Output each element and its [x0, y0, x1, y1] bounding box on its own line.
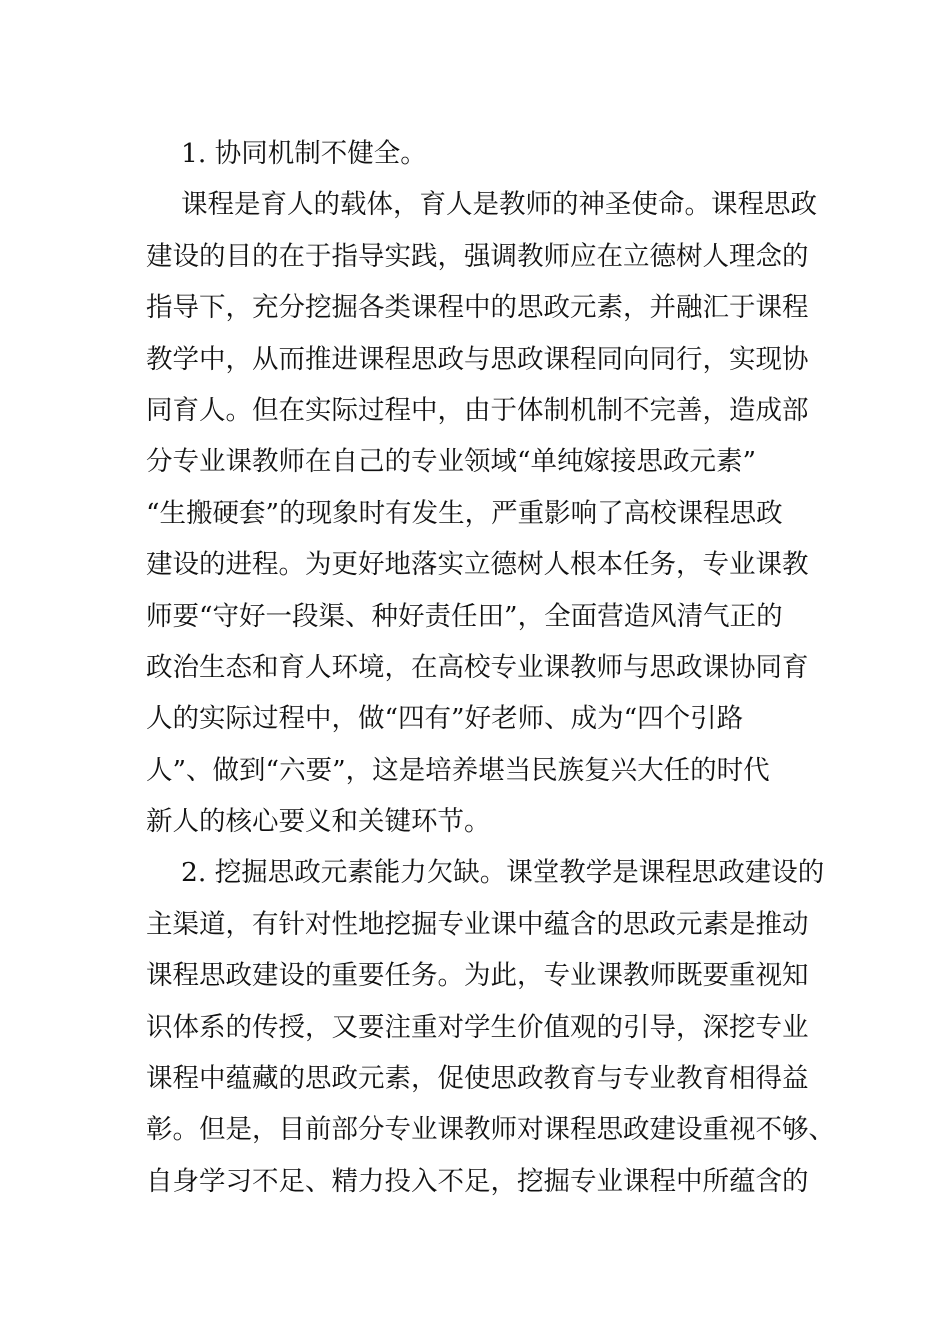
paragraph-line: “生搬硬套”的现象时有发生，严重影响了高校课程思政: [146, 497, 783, 529]
paragraph-line: 政治生态和育人环境，在高校专业课教师与思政课协同育: [146, 651, 809, 683]
paragraph-line: 教学中，从而推进课程思政与思政课程同向同行，实现协: [146, 343, 809, 375]
paragraph-line: 建设的进程。为更好地落实立德树人根本任务，专业课教: [146, 549, 809, 581]
heading-2: 2. 挖掘思政元素能力欠缺。课堂教学是课程思政建设的: [181, 857, 825, 889]
body-text: [146, 128, 835, 1207]
paragraph-line: 课程思政建设的重要任务。为此，专业课教师既要重视知: [146, 960, 809, 992]
paragraph-line: 人的实际过程中，做“四有”好老师、成为“四个引路: [146, 703, 744, 735]
paragraph-line: 自身学习不足、精力投入不足，挖掘专业课程中所蕴含的: [146, 1165, 809, 1197]
paragraph-line: 分专业课教师在自己的专业领域“单纯嫁接思政元素”: [146, 446, 757, 478]
paragraph-line: 同育人。但在实际过程中，由于体制机制不完善，造成部: [146, 394, 809, 426]
paragraph-line: 建设的目的在于指导实践，强调教师应在立德树人理念的: [146, 240, 809, 272]
paragraph-line: 人”、做到“六要”，这是培养堪当民族复兴大任的时代: [146, 754, 770, 786]
paragraph-line: 新人的核心要义和关键环节。: [146, 806, 491, 838]
paragraph-line: 主渠道，有针对性地挖掘专业课中蕴含的思政元素是推动: [146, 908, 809, 940]
paragraph-line: 识体系的传授，又要注重对学生价值观的引导，深挖专业: [146, 1011, 809, 1043]
paragraph-line: 师要“守好一段渠、种好责任田”，全面营造风清气正的: [146, 600, 783, 632]
paragraph-line: 课程中蕴藏的思政元素，促使思政教育与专业教育相得益: [146, 1063, 809, 1095]
paragraph-line: 课程是育人的载体，育人是教师的神圣使命。课程思政: [181, 189, 817, 221]
paragraph-line: 指导下，充分挖掘各类课程中的思政元素，并融汇于课程: [146, 292, 809, 324]
paragraph-line: 彰。但是，目前部分专业课教师对课程思政建设重视不够、: [146, 1114, 835, 1146]
heading-1: 1. 协同机制不健全。: [181, 138, 427, 169]
